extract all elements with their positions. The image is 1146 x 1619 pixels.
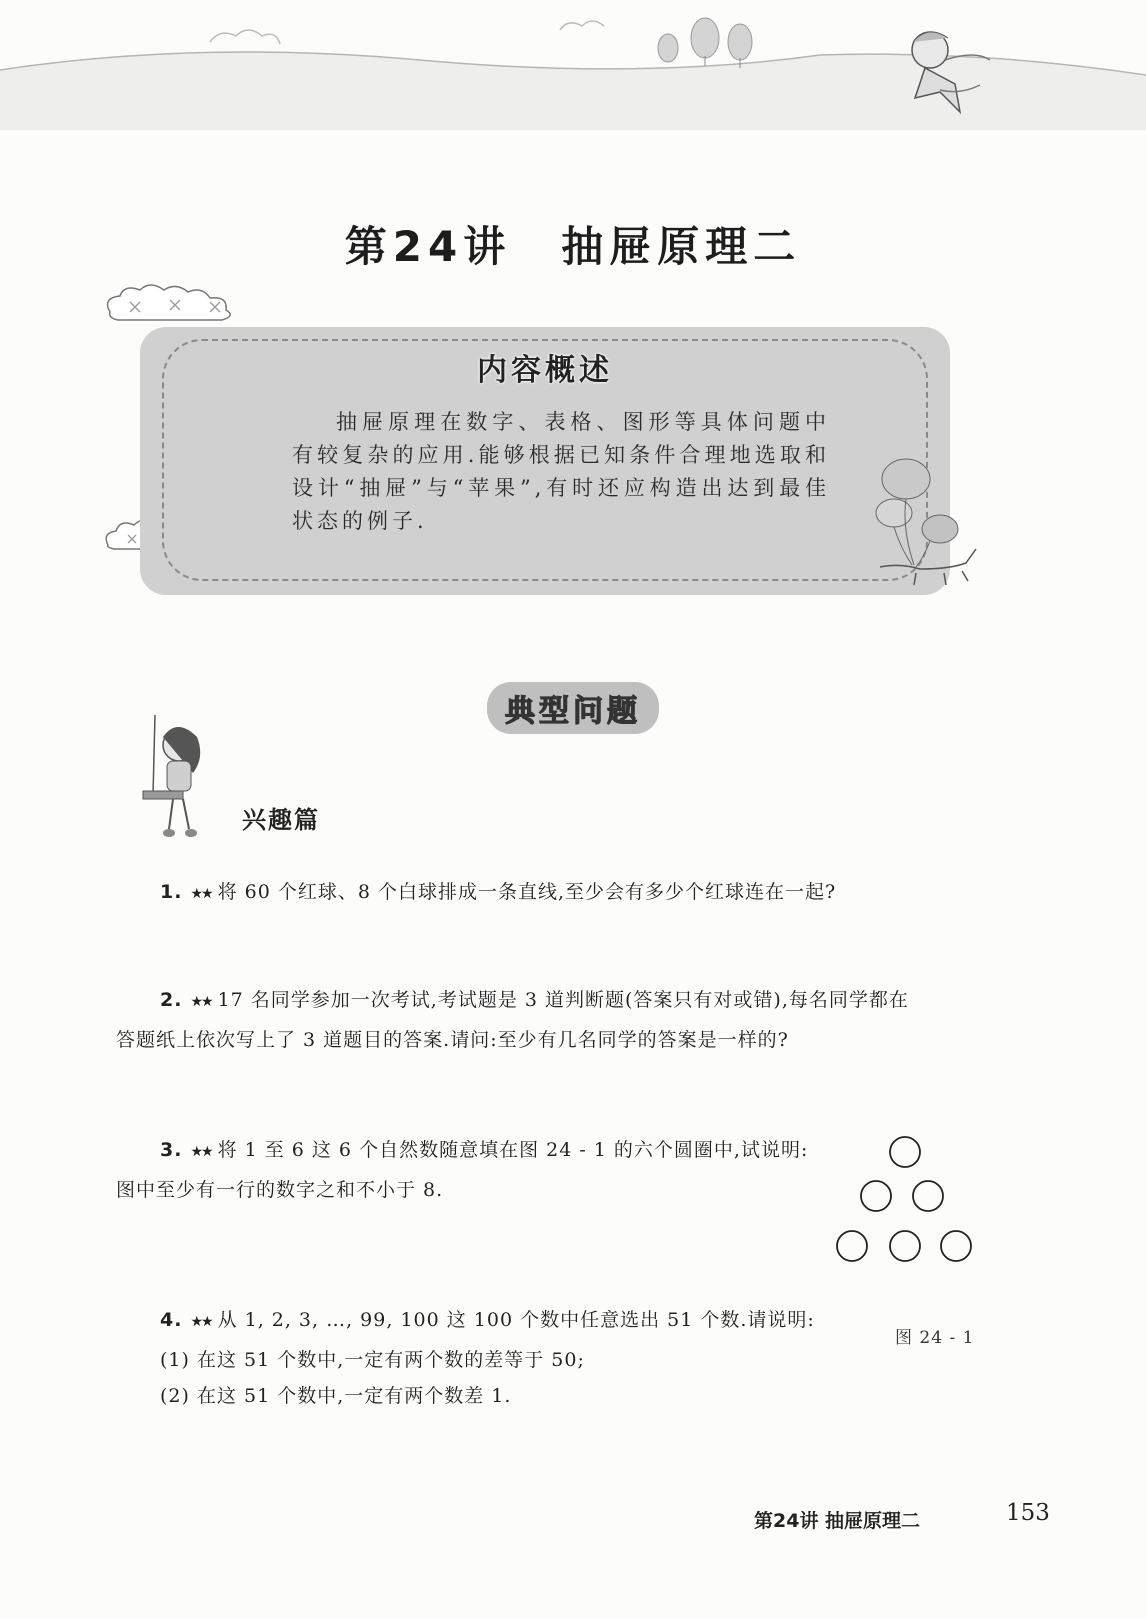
problem-text: 将 1 至 6 这 6 个自然数随意填在图 24 - 1 的六个圆圈中,试说明:	[217, 1139, 809, 1161]
problem-text: 17 名同学参加一次考试,考试题是 3 道判断题(答案只有对或错),每名同学都在	[217, 989, 909, 1011]
chapter-name: 抽屉原理二	[561, 222, 802, 271]
problem-4-part-2: (2) 在这 51 个数中,一定有两个数差 1.	[160, 1385, 512, 1407]
balloon-dog-illustration	[870, 455, 990, 590]
chapter-title	[0, 214, 1146, 274]
chapter-number: 第24讲	[344, 222, 512, 271]
figure-caption: 图 24 - 1	[895, 1328, 975, 1348]
subsection-heading: 兴趣篇	[242, 806, 320, 834]
circle-bottom-middle	[890, 1231, 920, 1261]
circle-middle-left	[861, 1181, 891, 1211]
difficulty-stars-icon: ★★	[190, 994, 212, 1010]
difficulty-stars-icon: ★★	[190, 886, 212, 902]
problem-text: 将 60 个红球、8 个白球排成一条直线,至少会有多少个红球连在一起?	[217, 881, 837, 903]
problem-2-line-2: 答题纸上依次写上了 3 道题目的答案.请问:至少有几名同学的答案是一样的?	[116, 1029, 789, 1051]
circle-top	[890, 1137, 920, 1167]
problem-text: 从 1, 2, 3, …, 99, 100 这 100 个数中任意选出 51 个数.请说明:	[217, 1309, 815, 1331]
problem-4	[160, 1300, 815, 1342]
difficulty-stars-icon: ★★	[190, 1314, 212, 1330]
circle-middle-right	[913, 1181, 943, 1211]
problem-2	[160, 980, 909, 1022]
summary-heading: 内容概述	[477, 353, 613, 388]
problem-number: 3.	[160, 1139, 183, 1161]
page-number: 153	[1006, 1500, 1050, 1526]
problem-number: 2.	[160, 989, 183, 1011]
section-heading: 典型问题	[487, 682, 659, 734]
difficulty-stars-icon: ★★	[190, 1144, 212, 1160]
problem-number: 4.	[160, 1309, 183, 1331]
figure-24-1-circles	[830, 1130, 980, 1265]
problem-number: 1.	[160, 881, 183, 903]
problem-3	[160, 1130, 808, 1172]
problem-3-line-2: 图中至少有一行的数字之和不小于 8.	[116, 1179, 444, 1201]
problem-1	[160, 872, 836, 914]
circle-bottom-left	[837, 1231, 867, 1261]
flying-character-illustration	[885, 20, 995, 125]
cloud-decoration-top	[100, 282, 265, 322]
circle-bottom-right	[941, 1231, 971, 1261]
summary-text: 抽屉原理在数字、表格、图形等具体问题中有较复杂的应用.能够根据已知条件合理地选取和设计“抽屉”与“苹果”,有时还应构造出达到最佳状态的例子.	[292, 410, 830, 533]
footer-chapter-label: 第24讲 抽屉原理二	[754, 1510, 921, 1532]
girl-on-swing-illustration	[135, 715, 215, 845]
problem-4-part-1: (1) 在这 51 个数中,一定有两个数的差等于 50;	[160, 1349, 585, 1371]
